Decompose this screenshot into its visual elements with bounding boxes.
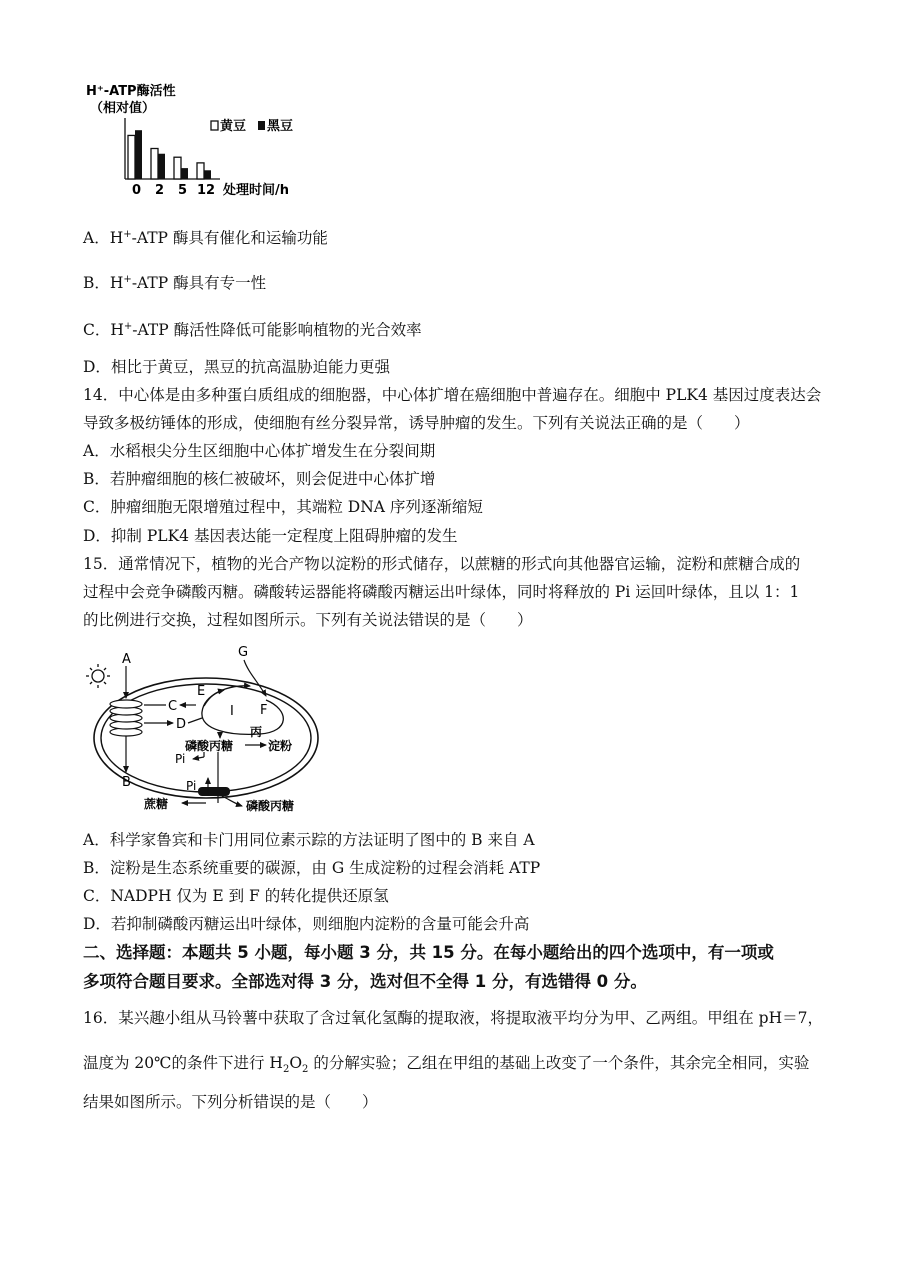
label-g: G bbox=[238, 645, 249, 660]
legend-swatch-heidou bbox=[258, 121, 265, 130]
label-pi-inner: Pi bbox=[175, 752, 186, 766]
chloroplast-diagram bbox=[80, 640, 330, 818]
sun-icon bbox=[86, 664, 110, 688]
q14-stem-line-1: 14．中心体是由多种蛋白质组成的细胞器，中心体扩增在癌细胞中普遍存在。细胞中 PLK4 基因过度表达会 bbox=[83, 386, 822, 404]
label-b: B bbox=[122, 775, 131, 790]
q16-stem-line-3: 结果如图所示。下列分析错误的是（ ） bbox=[83, 1093, 378, 1111]
bar-heidou-2 bbox=[158, 154, 165, 179]
chart-ylabel-line1: H⁺-ATP酶活性 bbox=[86, 84, 176, 99]
phosphate-transporter bbox=[198, 787, 230, 796]
label-starch: 淀粉 bbox=[268, 739, 293, 753]
label-a: A bbox=[122, 652, 131, 667]
label-c: C bbox=[168, 699, 178, 714]
label-bing: 丙 bbox=[250, 725, 263, 739]
q14-option-c: C．肿瘤细胞无限增殖过程中，其端粒 DNA 序列逐渐缩短 bbox=[83, 498, 483, 516]
x-tick-label-5: 5 bbox=[178, 183, 188, 198]
bar-huangdou-12 bbox=[197, 163, 204, 179]
bar-huangdou-5 bbox=[174, 157, 181, 179]
q15-option-c: C．NADPH 仅为 E 到 F 的转化提供还原氢 bbox=[83, 887, 389, 905]
q15-stem-line-1: 15．通常情况下，植物的光合产物以淀粉的形式储存，以蔗糖的形式向其他器官运输，淀粉和蔗糖合成的 bbox=[83, 555, 801, 573]
label-sucrose: 蔗糖 bbox=[144, 797, 169, 811]
label-f: F bbox=[260, 703, 268, 718]
bar-huangdou-0 bbox=[128, 135, 135, 179]
label-pi-outer: Pi bbox=[186, 779, 197, 793]
thylakoid-grana-icon bbox=[110, 700, 142, 736]
label-triose-phosphate-inner: 磷酸丙糖 bbox=[185, 739, 234, 753]
label-e: E bbox=[197, 684, 206, 699]
x-tick-label-12: 12 bbox=[197, 183, 216, 198]
q15-stem-line-2: 过程中会竞争磷酸丙糖。磷酸转运器能将磷酸丙糖运出叶绿体，同时将释放的 Pi 运回叶绿体，且以 1：1 bbox=[83, 583, 800, 601]
bar-heidou-0 bbox=[135, 130, 142, 179]
label-triose-phosphate-outer: 磷酸丙糖 bbox=[246, 799, 295, 813]
bar-huangdou-2 bbox=[151, 149, 158, 180]
q14-option-a: A．水稻根尖分生区细胞中心体扩增发生在分裂间期 bbox=[83, 442, 436, 460]
q13-option-c: C．H+-ATP 酶活性降低可能影响植物的光合效率 bbox=[83, 320, 422, 339]
label-i: I bbox=[230, 704, 234, 719]
legend-label-heidou: 黑豆 bbox=[267, 119, 294, 134]
q15-stem-line-3: 的比例进行交换，过程如图所示。下列有关说法错误的是（ ） bbox=[83, 611, 533, 629]
section2-heading-line-1: 二、选择题：本题共 5 小题，每小题 3 分，共 15 分。在每小题给出的四个选项中，有一项或 bbox=[83, 943, 774, 962]
legend-swatch-huangdou bbox=[211, 121, 218, 130]
q13-option-a: A．H+-ATP 酶具有催化和运输功能 bbox=[83, 228, 328, 247]
q15-option-d: D．若抑制磷酸丙糖运出叶绿体，则细胞内淀粉的含量可能会升高 bbox=[83, 915, 530, 933]
bar-heidou-12 bbox=[204, 170, 211, 179]
q14-option-b: B．若肿瘤细胞的核仁被破坏，则会促进中心体扩增 bbox=[83, 470, 436, 488]
q14-option-d: D．抑制 PLK4 基因表达能一定程度上阻碍肿瘤的发生 bbox=[83, 527, 458, 545]
calvin-cycle-loop bbox=[202, 686, 283, 735]
section2-heading-line-2: 多项符合题目要求。全部选对得 3 分，选对但不全得 1 分，有选错得 0 分。 bbox=[83, 972, 647, 991]
q15-option-a: A．科学家鲁宾和卡门用同位素示踪的方法证明了图中的 B 来自 A bbox=[83, 831, 535, 849]
x-tick-label-2: 2 bbox=[155, 183, 165, 198]
q13-option-b: B．H+-ATP 酶具有专一性 bbox=[83, 273, 267, 292]
enzyme-activity-bar-chart bbox=[80, 78, 310, 200]
chart-ylabel-line2: （相对值） bbox=[90, 101, 156, 116]
q14-stem-line-2: 导致多极纺锤体的形成，使细胞有丝分裂异常，诱导肿瘤的发生。下列有关说法正确的是（ ） bbox=[83, 414, 750, 432]
bar-heidou-5 bbox=[181, 168, 188, 179]
q16-stem-line-1: 16．某兴趣小组从马铃薯中获取了含过氧化氢酶的提取液，将提取液平均分为甲、乙两组。甲组在 pH＝7， bbox=[83, 1009, 823, 1027]
x-tick-label-0: 0 bbox=[132, 183, 142, 198]
legend-label-huangdou: 黄豆 bbox=[220, 119, 247, 134]
q13-option-d: D．相比于黄豆，黑豆的抗高温胁迫能力更强 bbox=[83, 358, 390, 376]
label-d: D bbox=[176, 717, 187, 732]
chart-xlabel: 处理时间/h bbox=[223, 183, 290, 198]
q15-option-b: B．淀粉是生态系统重要的碳源，由 G 生成淀粉的过程会消耗 ATP bbox=[83, 859, 541, 877]
q16-stem-line-2: 温度为 20℃的条件下进行 $H_2O_2$ 的分解实验；乙组在甲组的基础上改变了一个条件，其余完全相同，实验 bbox=[83, 1054, 810, 1076]
